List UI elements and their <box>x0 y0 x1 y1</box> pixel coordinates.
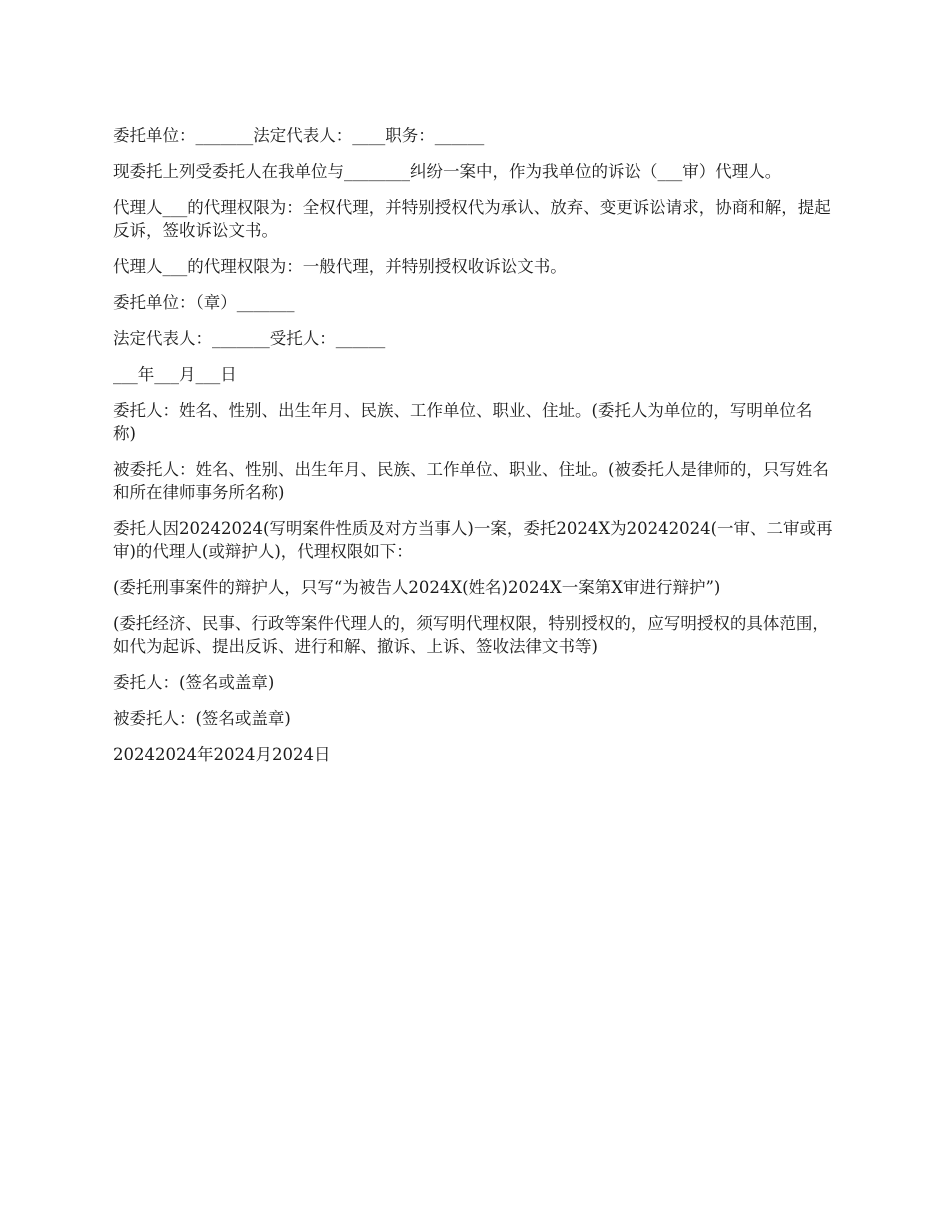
full-authority-clause: 代理人___的代理权限为：全权代理，并特别授权代为承认、放弃、变更诉讼请求，协商和解，提起反诉，签收诉讼文书。 <box>113 198 831 240</box>
criminal-defense-note: (委托刑事案件的辩护人，只写“为被告人2024X(姓名)2024X一案第X审进行辩护”) <box>113 578 721 597</box>
client-unit-line: 委托单位：_______法定代表人：____职务：______ <box>113 126 485 145</box>
date-line: ___年___月___日 <box>113 365 237 384</box>
entrustment-statement: 现委托上列受委托人在我单位与________纠纷一案中，作为我单位的诉讼（___审）代理人。 <box>113 162 782 181</box>
client-signature-line: 委托人：(签名或盖章) <box>113 673 275 692</box>
signature-date-line: 20242024年2024月2024日 <box>113 745 331 764</box>
civil-agency-note: (委托经济、民事、行政等案件代理人的，须写明代理权限，特别授权的，应写明授权的具体范围，如代为起诉、提出反诉、进行和解、撤诉、上诉、签收法律文书等) <box>113 614 829 656</box>
client-info-note: 委托人：姓名、性别、出生年月、民族、工作单位、职业、住址。(委托人为单位的，写明单位名称) <box>113 401 813 443</box>
client-unit-seal-line: 委托单位：（章）_______ <box>113 293 295 312</box>
case-statement: 委托人因20242024(写明案件性质及对方当事人)一案，委托2024X为20242024(一审、二审或再审)的代理人(或辩护人)，代理权限如下： <box>113 519 833 561</box>
representative-line: 法定代表人：_______受托人：______ <box>113 329 386 348</box>
agent-signature-line: 被委托人：(签名或盖章) <box>113 709 291 728</box>
document-body <box>113 124 833 779</box>
general-authority-clause: 代理人___的代理权限为：一般代理，并特别授权收诉讼文书。 <box>113 257 567 276</box>
agent-info-note: 被委托人：姓名、性别、出生年月、民族、工作单位、职业、住址。(被委托人是律师的，只写姓名和所在律师事务所名称) <box>113 460 829 502</box>
